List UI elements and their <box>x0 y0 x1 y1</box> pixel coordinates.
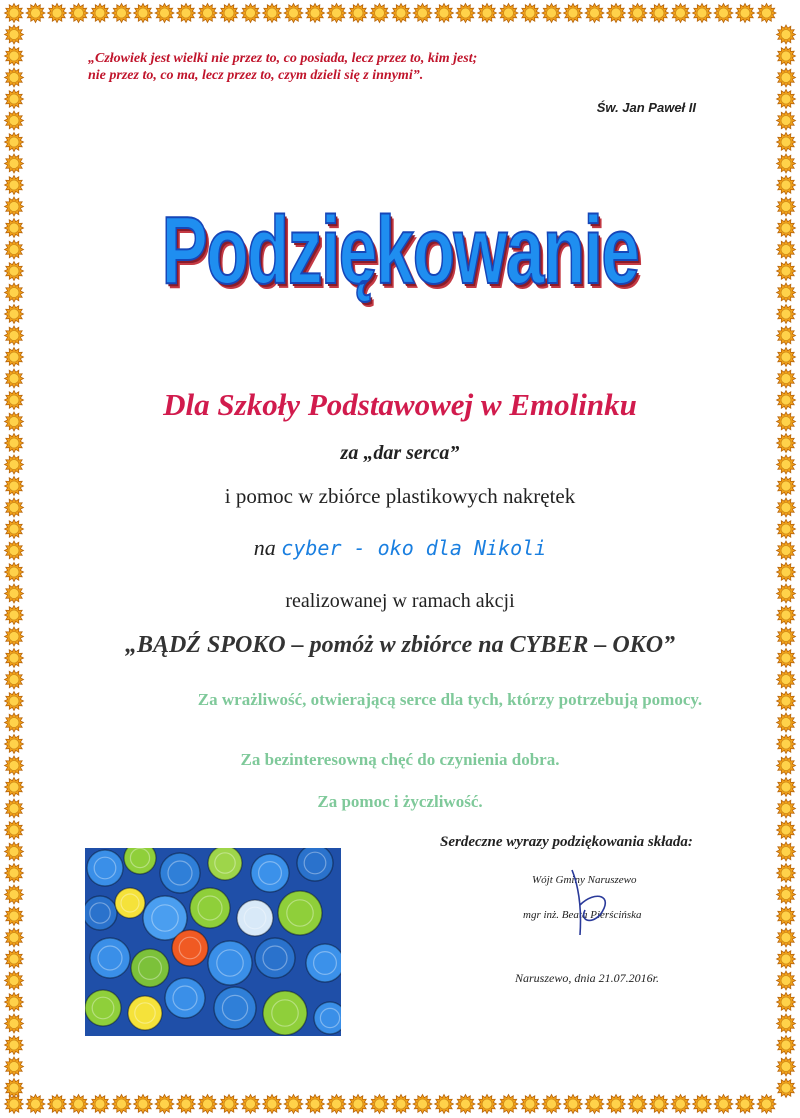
pomoc-text: i pomoc w zbiórce plastikowych nakrętek <box>224 484 576 508</box>
akcja-name: „BĄDŹ SPOKO – pomóż w zbiórce na CYBER – OKO” <box>124 632 676 658</box>
signature-heading: Serdeczne wyrazy podziękowania składa: <box>440 834 693 850</box>
page-title: Podziękowanie <box>161 197 639 304</box>
signature-name: mgr inż. Beata Pierścińska <box>523 909 642 921</box>
thanks-line-2: Za bezinteresowną chęć do czynienia dobra. <box>240 750 560 769</box>
thanks-line-3: Za pomoc i życzliwość. <box>317 792 483 811</box>
quote <box>88 50 708 84</box>
bottle-caps-photo <box>85 848 341 1036</box>
quote-author: Św. Jan Paweł II <box>596 100 696 115</box>
thanks-line-1: Za wrażliwość, otwierającą serce dla tych, którzy potrzebują pomocy. <box>197 690 703 709</box>
realizowanej-text: realizowanej w ramach akcji <box>285 590 515 612</box>
na-prefix: na <box>253 535 276 560</box>
cyber-line <box>0 535 800 561</box>
handwritten-signature <box>560 865 620 945</box>
recipient: Dla Szkoły Podstawowej w Emolinku <box>163 387 637 422</box>
cyber-text: cyber - oko dla Nikoli <box>281 536 547 560</box>
signature-date: Naruszewo, dnia 21.07.2016r. <box>515 971 660 985</box>
signature-role: Wójt Gminy Naruszewo <box>532 874 637 886</box>
quote-line-2: nie przez to, co ma, lecz przez to, czym dzieli się z innymi”. <box>88 68 424 83</box>
quote-line-1: „Człowiek jest wielki nie przez to, co posiada, lecz przez to, kim jest; <box>88 51 478 66</box>
dar-serca: za „dar serca” <box>340 442 460 464</box>
